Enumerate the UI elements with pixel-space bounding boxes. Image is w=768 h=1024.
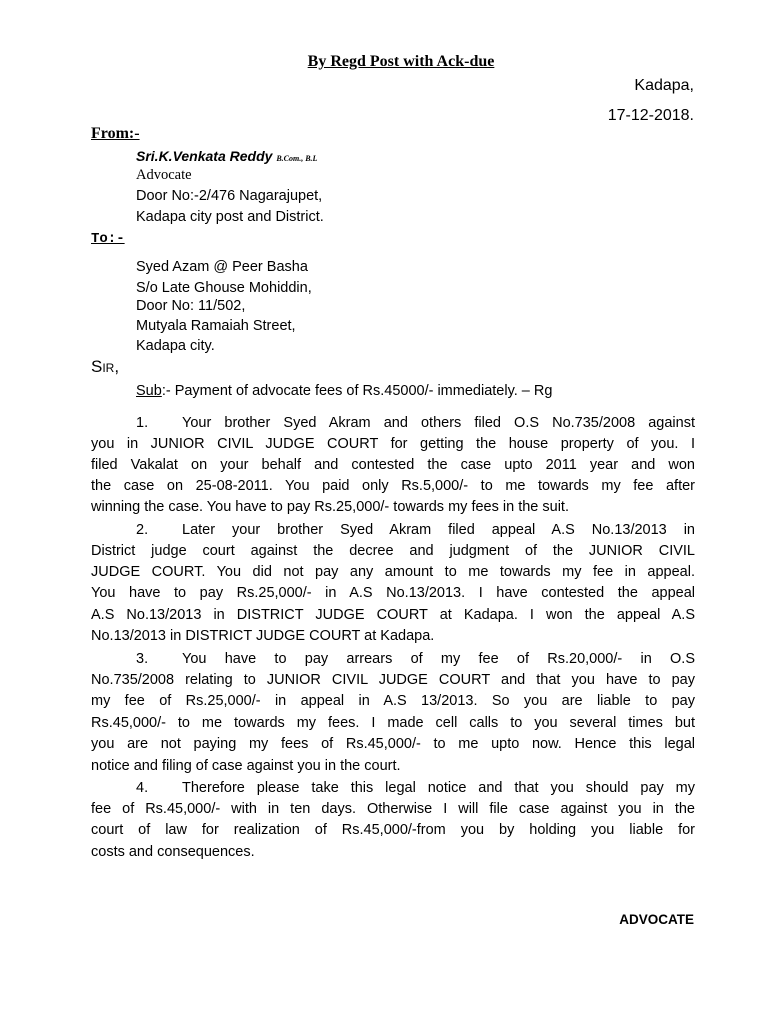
paragraph-2-line: You have to pay Rs.25,000/- in A.S No.13/2013. I have contested the appeal: [91, 585, 695, 601]
sender-name-text: Sri.K.Venkata Reddy: [136, 148, 273, 164]
recipient-address-line: Mutyala Ramaiah Street,: [136, 318, 296, 334]
paragraph-3-line: Rs.45,000/- to me towards my fees. I made cell calls to you several times but: [91, 715, 695, 731]
paragraph-1-line: the case on 25-08-2011. You paid only Rs.5,000/- to me towards my fee after: [91, 478, 695, 494]
paragraph-2-line: District judge court against the decree and judgment of the JUNIOR CIVIL: [91, 543, 695, 559]
paragraph-1-line: [136, 413, 695, 434]
paragraph-text: Your brother Syed Akram and others filed O.S No.735/2008 against: [182, 415, 695, 431]
to-label: To:-: [91, 231, 125, 247]
paragraph-2-line: JUDGE COURT. You did not pay any amount to me towards my fee in appeal.: [91, 564, 695, 580]
paragraph-3-line: my fee of Rs.25,000/- in appeal in A.S 13/2013. So you are liable to pay: [91, 693, 695, 709]
sender-address-line: Door No:-2/476 Nagarajupet,: [136, 188, 323, 204]
sender-name: [136, 148, 317, 164]
paragraph-4-line: fee of Rs.45,000/- with in ten days. Otherwise I will file case against you in the: [91, 801, 695, 817]
subject-text: :- Payment of advocate fees of Rs.45000/- immediately. – Rg: [161, 383, 553, 399]
sender-address-line: Kadapa city post and District.: [136, 209, 324, 225]
paragraph-4-line: [136, 778, 695, 799]
paragraph-2-line: [136, 520, 695, 541]
paragraph-text: Later your brother Syed Akram filed appeal A.S No.13/2013 in: [182, 522, 695, 538]
paragraph-2-line: A.S No.13/2013 in DISTRICT JUDGE COURT at Kadapa. I won the appeal A.S: [91, 607, 695, 623]
paragraph-1-line: filed Vakalat on your behalf and contested the case upto 2011 year and won: [91, 457, 695, 473]
subject-line: [136, 383, 552, 399]
closing-signature-label: ADVOCATE: [619, 912, 694, 927]
paragraph-1-line: you in JUNIOR CIVIL JUDGE COURT for getting the house property of you. I: [91, 436, 695, 452]
recipient-address-line: Kadapa city.: [136, 338, 215, 354]
notice-heading: By Regd Post with Ack-due: [307, 53, 495, 70]
subject-label: Sub: [136, 383, 162, 399]
recipient-address-line: Door No: 11/502,: [136, 298, 246, 314]
paragraph-3-line: [136, 649, 695, 670]
paragraph-3-line: you are not paying my fees of Rs.45,000/- to me upto now. Hence this legal: [91, 736, 695, 752]
recipient-name: Syed Azam @ Peer Basha: [136, 259, 308, 275]
paragraph-4-line: costs and consequences.: [91, 844, 255, 860]
paragraph-text: Therefore please take this legal notice and that you should pay my: [182, 780, 695, 796]
sender-title: Advocate: [136, 167, 192, 183]
date: 17-12-2018.: [607, 107, 694, 124]
paragraph-3-line: notice and filing of case against you in the court.: [91, 758, 401, 774]
paragraph-number: 4.: [136, 780, 149, 796]
paragraph-number: 3.: [136, 651, 149, 667]
paragraph-3-line: No.735/2008 relating to JUNIOR CIVIL JUDGE COURT and that you have to pay: [91, 672, 695, 688]
paragraph-text: You have to pay arrears of my fee of Rs.20,000/- in O.S: [182, 651, 695, 667]
paragraph-number: 1.: [136, 415, 149, 431]
paragraph-1-line: winning the case. You have to pay Rs.25,000/- towards my fees in the suit.: [91, 499, 569, 515]
sender-qualification: B.Com., B.L: [276, 154, 318, 163]
paragraph-number: 2.: [136, 522, 149, 538]
salutation: Sir,: [91, 357, 120, 376]
paragraph-2-line: No.13/2013 in DISTRICT JUDGE COURT at Kadapa.: [91, 628, 435, 644]
recipient-address-line: S/o Late Ghouse Mohiddin,: [136, 280, 312, 296]
from-label: From:-: [91, 125, 140, 142]
place: Kadapa,: [634, 77, 694, 94]
paragraph-4-line: court of law for realization of Rs.45,000/-from you by holding you liable for: [91, 822, 695, 838]
